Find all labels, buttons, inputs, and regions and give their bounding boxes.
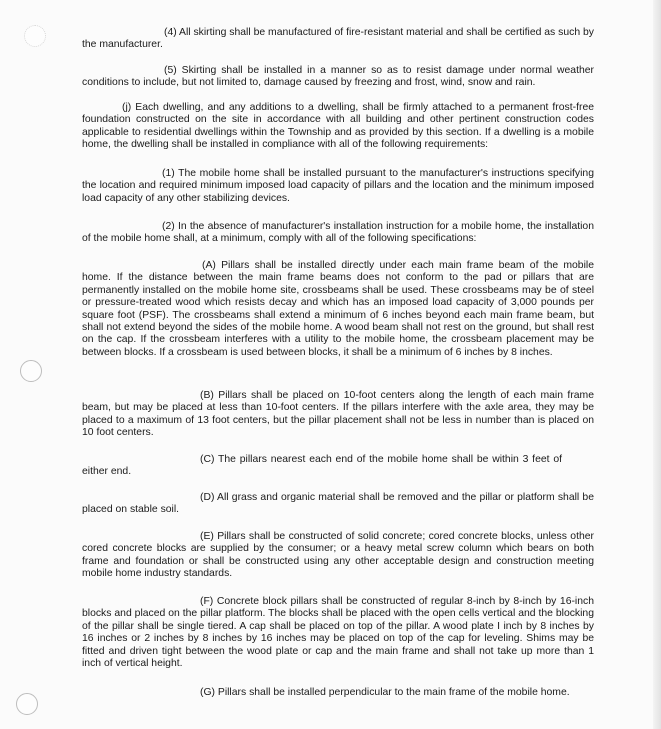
binder-hole-top (24, 25, 46, 47)
paragraph-spec-b: (B) Pillars shall be placed on 10-foot centers along the length of each main frame beam, but may be placed at less than 10-foot centers. If the pillars interfere with the axle area, they may be placed to a maximum of 13 foot centers, but the pillar placement shall not be less in number than is placed on 10 foot centers. (82, 390, 594, 439)
binder-hole-middle (20, 360, 42, 382)
paragraph-item-1: (1) The mobile home shall be installed pursuant to the manufacturer's instructions specifying the location and required minimum imposed load capacity of pillars and the location and the minimum imposed load capacity of any other stabilizing devices. (82, 168, 594, 204)
paragraph-spec-f: (F) Concrete block pillars shall be constructed of regular 8-inch by 8-inch by 16-inch blocks and placed on the pillar platform. The blocks shall be placed with the open cells vertical and the blocking of the pillar shall be single tiered. A cap shall be placed on top of the pillar. A wood plate I inch by 8 inches by 16 inches or 2 inches by 8 inches by 16 inches may be placed on top of the cap for leveling. Shims may be fitted and driven tight between the wood plate or cap and the main frame and shall not take up more than 1 inch of vertical height. (82, 596, 594, 670)
paragraph-section-j: (j) Each dwelling, and any additions to a dwelling, shall be firmly attached to a permanent frost-free foundation constructed on the site in accordance with all building and other pertinent construction codes applicable to residential dwellings within the Township and as provided by this section. If a dwelling is a mobile home, the dwelling shall be installed in compliance with all of the following requirements: (82, 102, 594, 151)
paragraph-spec-a: (A) Pillars shall be installed directly under each main frame beam of the mobile home. If the distance between the main frame beams does not conform to the pad or pillars that are permanently installed on the mobile home site, crossbeams shall be used. These crossbeams may be of steel or pressure-treated wood which resists decay and which has an imposed load capacity of 3,000 pounds per square foot (PSF). The crossbeams shall extend a minimum of 6 inches beyond each main frame beam, but shall not extend beyond the sides of the mobile home. A wood beam shall not rest on the ground, but shall rest on the cap. If the crossbeam interferes with a utility to the mobile home, the crossbeam placement may be between blocks. If a crossbeam is used between blocks, it shall be a minimum of 6 inches by 8 inches. (82, 260, 594, 358)
paragraph-spec-d: (D) All grass and organic material shall be removed and the pillar or platform shall be placed on stable soil. (82, 492, 594, 516)
paragraph-spec-c: (C) The pillars nearest each end of the mobile home shall be within 3 feet of either end. (82, 454, 562, 478)
paragraph-spec-g: (G) Pillars shall be installed perpendicular to the main frame of the mobile home. (200, 687, 570, 698)
paragraph-spec-e: (E) Pillars shall be constructed of solid concrete; cored concrete blocks, unless other cored concrete blocks are supplied by the consumer; or a heavy metal screw column which bears on both frame and foundation or shall be constructed using any other acceptable design and construction meeting mobile home industry standards. (82, 531, 594, 580)
page-edge-shadow (653, 0, 661, 729)
paragraph-skirting-4: (4) All skirting shall be manufactured of fire-resistant material and shall be certified as such by the manufacturer. (82, 27, 594, 51)
paragraph-skirting-5: (5) Skirting shall be installed in a manner so as to resist damage under normal weather conditions to include, but not limited to, damage caused by freezing and frost, wind, snow and rain. (82, 65, 594, 89)
binder-hole-bottom (16, 693, 38, 715)
paragraph-item-2: (2) In the absence of manufacturer's installation instruction for a mobile home, the installation of the mobile home shall, at a minimum, comply with all of the following specifications: (82, 221, 594, 245)
